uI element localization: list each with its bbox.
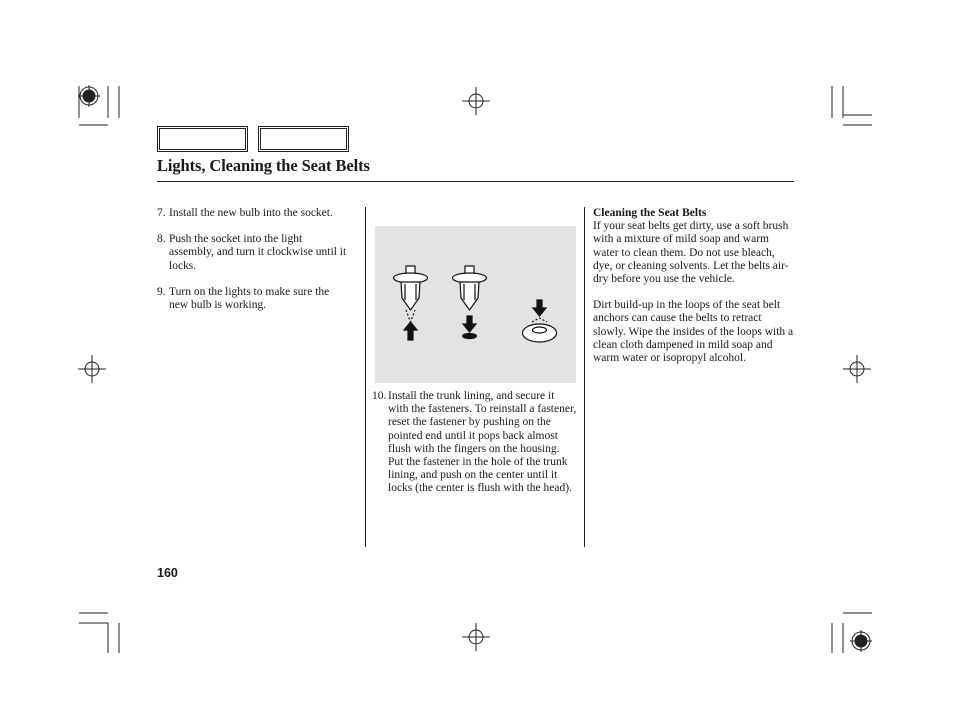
title-divider [157, 181, 794, 182]
column-divider [584, 207, 585, 547]
step-9 [157, 286, 347, 312]
step-7 [157, 207, 347, 220]
step-text: Install the trunk lining, and secure it with the fasteners. To reinstall a fastener, reset the fastener by pushing on the pointed end until it pops back almost flush with the fingers on the housing. Put the fastener in the hole of the trunk lining, and push on the center until it locks (the center is flush with the head). [388, 390, 577, 495]
fastener-locked-icon [523, 300, 557, 342]
step-text: Install the new bulb into the socket. [169, 207, 333, 219]
step-number: 8. [157, 233, 166, 246]
fastener-diagram [375, 226, 576, 383]
page-number: 160 [157, 566, 178, 580]
right-column [593, 207, 795, 378]
left-column [157, 207, 347, 325]
registration-target-icon [850, 630, 872, 652]
column-divider [365, 207, 366, 547]
nav-tab-1[interactable] [157, 126, 248, 152]
crosshair-icon [462, 623, 490, 651]
step-8 [157, 233, 347, 273]
fastener-install-icon [453, 266, 487, 339]
paragraph: If your seat belts get dirty, use a soft brush with a mixture of mild soap and warm water to clean them. Do not use bleach, dye, or cleaning solvents. Let the belts air-dry before you use the vehicle. [593, 220, 789, 286]
registration-target-icon [78, 85, 100, 107]
nav-tab-2[interactable] [258, 126, 349, 152]
paragraph: Dirt build-up in the loops of the seat belt anchors can cause the belts to retract slowly. Wipe the insides of the loops with a clean cloth dampened in mild soap and warm water or isopropyl alcohol. [593, 299, 794, 365]
step-number: 7. [157, 207, 166, 219]
step-number: 10. [372, 390, 387, 402]
section-heading: Cleaning the Seat Belts [593, 207, 707, 219]
crosshair-icon [78, 355, 106, 383]
step-10 [372, 390, 577, 496]
middle-column [372, 390, 577, 496]
step-number: 9. [157, 285, 166, 298]
crosshair-icon [462, 87, 490, 115]
step-text: Push the socket into the light assembly, and turn it clockwise until it locks. [169, 233, 347, 272]
page-title: Lights, Cleaning the Seat Belts [157, 156, 370, 175]
trunk-fastener-illustration [375, 226, 576, 383]
crosshair-icon [843, 355, 871, 383]
fastener-reset-icon [394, 266, 428, 340]
step-text: Turn on the lights to make sure the new bulb is working. [169, 285, 330, 312]
